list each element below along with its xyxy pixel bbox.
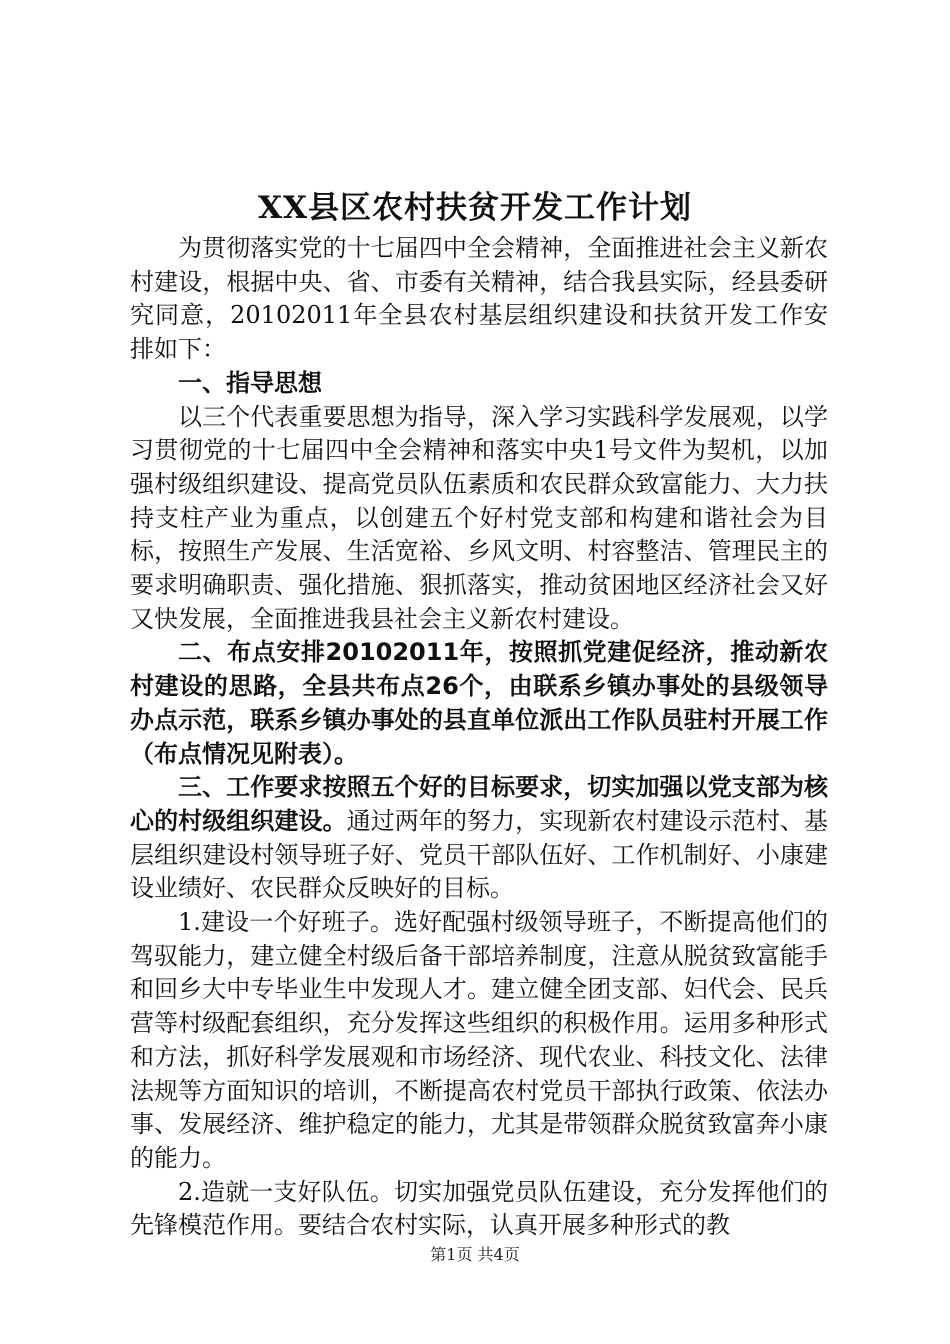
layout-arrangement-paragraph: 二、布点安排20102011年，按照抓党建促经济，推动新农村建设的思路，全县共布点26个，由联系乡镇办事处的县级领导办点示范，联系乡镇办事处的县直单位派出工作队员驻村开展工作（布点情况见附表）。 xyxy=(130,638,828,768)
document-body xyxy=(130,232,828,1243)
work-requirements-bold-text: 三、工作要求按照五个好的目标要求，切实加强以党支部为核心的村级组织建设。 xyxy=(130,773,828,835)
section-heading-guiding-ideology: 一、指导思想 xyxy=(178,368,322,397)
guiding-ideology-paragraph: 以三个代表重要思想为指导，深入学习实践科学发展观，以学习贯彻党的十七届四中全会精神和落实中央1号文件为契机，以加强村级组织建设、提高党员队伍素质和农民群众致富能力、大力扶持支柱产业为重点，以创建五个好村党支部和构建和谐社会为目标，按照生产发展、生活宽裕、乡风文明、村容整洁、管理民主的要求明确职责、强化措施、狠抓落实，推动贫困地区经济社会又好又快发展，全面推进我县社会主义新农村建设。 xyxy=(130,402,828,633)
item-1-paragraph: 1.建设一个好班子。选好配强村级领导班子，不断提高他们的驾驭能力，建立健全村级后备干部培养制度，注意从脱贫致富能手和回乡大中专毕业生中发现人才。建立健全团支部、妇代会、民兵营等村级配套组织，充分发挥这些组织的积极作用。运用多种形式和方法，抓好科学发展观和市场经济、现代农业、科技文化、法律法规等方面知识的培训，不断提高农村党员干部执行政策、依法办事、发展经济、维护稳定的能力，尤其是带领群众脱贫致富奔小康的能力。 xyxy=(130,908,828,1172)
item-2-paragraph: 2.造就一支好队伍。切实加强党员队伍建设，充分发挥他们的先锋模范作用。要结合农村实际，认真开展多种形式的教 xyxy=(130,1177,828,1240)
page-footer: 第1页 共4页 xyxy=(430,1245,520,1264)
work-requirements-normal-text: 通过两年的努力，实现新农村建设示范村、基层组织建设村领导班子好、党员干部队伍好、工作机制好、小康建设业绩好、农民群众反映好的目标。 xyxy=(130,806,829,903)
intro-paragraph: 为贯彻落实党的十七届四中全会精神，全面推进社会主义新农村建设，根据中央、省、市委有关精神，结合我县实际，经县委研究同意，20102011年全县农村基层组织建设和扶贫开发工作安排如下： xyxy=(130,234,828,364)
work-requirements-paragraph xyxy=(130,771,828,906)
document-title: XX县区农村扶贫开发工作计划 xyxy=(257,190,693,226)
